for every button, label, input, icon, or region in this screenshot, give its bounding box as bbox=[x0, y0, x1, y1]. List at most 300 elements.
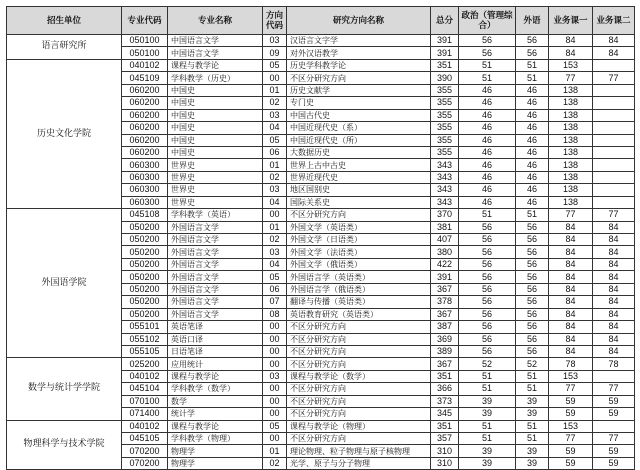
politics-score-cell: 39 bbox=[459, 395, 516, 407]
direction-code-cell: 02 bbox=[263, 97, 287, 109]
major-code-cell: 050200 bbox=[122, 308, 168, 320]
header-subject-one: 业务课一 bbox=[549, 7, 593, 35]
foreign-language-score-cell: 56 bbox=[516, 345, 549, 357]
unit-cell: 外国语学院 bbox=[7, 209, 122, 358]
direction-name-cell: 理论物理、粒子物理与原子核物理 bbox=[287, 445, 431, 457]
subject-two-score-cell: 84 bbox=[593, 258, 635, 270]
politics-score-cell: 46 bbox=[459, 109, 516, 121]
major-name-cell: 英语笔译 bbox=[168, 321, 263, 333]
direction-code-cell: 06 bbox=[263, 283, 287, 295]
subject-two-score-cell bbox=[593, 109, 635, 121]
major-name-cell: 物理学 bbox=[168, 457, 263, 469]
direction-name-cell: 外国语言学（俄语类） bbox=[287, 283, 431, 295]
subject-one-score-cell: 84 bbox=[549, 246, 593, 258]
direction-name-cell: 光学、原子与分子物理 bbox=[287, 457, 431, 469]
politics-score-cell: 46 bbox=[459, 97, 516, 109]
major-code-cell: 025200 bbox=[122, 358, 168, 370]
politics-score-cell: 39 bbox=[459, 408, 516, 420]
subject-two-score-cell: 84 bbox=[593, 47, 635, 59]
major-name-cell: 中国史 bbox=[168, 122, 263, 134]
total-score-cell: 355 bbox=[431, 122, 459, 134]
major-name-cell: 英语口译 bbox=[168, 333, 263, 345]
total-score-cell: 310 bbox=[431, 457, 459, 469]
major-name-cell: 课程与教学论 bbox=[168, 59, 263, 71]
foreign-language-score-cell: 46 bbox=[516, 84, 549, 96]
politics-score-cell: 56 bbox=[459, 308, 516, 320]
subject-two-score-cell: 77 bbox=[593, 383, 635, 395]
foreign-language-score-cell: 56 bbox=[516, 234, 549, 246]
direction-name-cell: 汉语言文字学 bbox=[287, 35, 431, 47]
total-score-cell: 345 bbox=[431, 408, 459, 420]
direction-name-cell: 外国文学（英语类） bbox=[287, 221, 431, 233]
table-row bbox=[7, 420, 635, 432]
subject-one-score-cell: 138 bbox=[549, 196, 593, 208]
major-code-cell: 050100 bbox=[122, 35, 168, 47]
direction-name-cell: 地区国别史 bbox=[287, 184, 431, 196]
major-name-cell: 外国语言文学 bbox=[168, 296, 263, 308]
major-code-cell: 045109 bbox=[122, 72, 168, 84]
direction-code-cell: 09 bbox=[263, 47, 287, 59]
foreign-language-score-cell: 56 bbox=[516, 258, 549, 270]
major-code-cell: 050200 bbox=[122, 271, 168, 283]
subject-one-score-cell: 138 bbox=[549, 109, 593, 121]
direction-name-cell: 不区分研究方向 bbox=[287, 395, 431, 407]
total-score-cell: 310 bbox=[431, 445, 459, 457]
politics-score-cell: 56 bbox=[459, 296, 516, 308]
total-score-cell: 381 bbox=[431, 221, 459, 233]
foreign-language-score-cell: 56 bbox=[516, 221, 549, 233]
header-row bbox=[7, 7, 635, 35]
direction-name-cell: 翻译与传播（英语类） bbox=[287, 296, 431, 308]
major-name-cell: 中国史 bbox=[168, 134, 263, 146]
direction-code-cell: 02 bbox=[263, 234, 287, 246]
major-name-cell: 外国语言文学 bbox=[168, 234, 263, 246]
foreign-language-score-cell: 46 bbox=[516, 146, 549, 158]
direction-code-cell: 04 bbox=[263, 258, 287, 270]
subject-one-score-cell: 59 bbox=[549, 445, 593, 457]
header-subject-two: 业务课二 bbox=[593, 7, 635, 35]
major-code-cell: 050200 bbox=[122, 283, 168, 295]
subject-two-score-cell: 59 bbox=[593, 408, 635, 420]
subject-two-score-cell bbox=[593, 196, 635, 208]
direction-name-cell: 不区分研究方向 bbox=[287, 433, 431, 445]
direction-name-cell: 外国语言学（英语类） bbox=[287, 271, 431, 283]
direction-name-cell: 外国文学（俄语类） bbox=[287, 258, 431, 270]
major-name-cell: 中国史 bbox=[168, 97, 263, 109]
direction-name-cell: 不区分研究方向 bbox=[287, 345, 431, 357]
major-name-cell: 世界史 bbox=[168, 184, 263, 196]
major-code-cell: 070200 bbox=[122, 445, 168, 457]
table-row bbox=[7, 358, 635, 370]
total-score-cell: 390 bbox=[431, 72, 459, 84]
foreign-language-score-cell: 46 bbox=[516, 184, 549, 196]
politics-score-cell: 56 bbox=[459, 345, 516, 357]
major-code-cell: 040102 bbox=[122, 370, 168, 382]
total-score-cell: 343 bbox=[431, 159, 459, 171]
politics-score-cell: 56 bbox=[459, 221, 516, 233]
politics-score-cell: 46 bbox=[459, 134, 516, 146]
foreign-language-score-cell: 52 bbox=[516, 358, 549, 370]
foreign-language-score-cell: 56 bbox=[516, 333, 549, 345]
unit-cell: 历史文化学院 bbox=[7, 59, 122, 208]
direction-code-cell: 00 bbox=[263, 333, 287, 345]
major-code-cell: 055102 bbox=[122, 333, 168, 345]
politics-score-cell: 46 bbox=[459, 184, 516, 196]
direction-code-cell: 00 bbox=[263, 433, 287, 445]
direction-name-cell: 中国近现代史（系） bbox=[287, 122, 431, 134]
foreign-language-score-cell: 56 bbox=[516, 47, 549, 59]
major-code-cell: 040102 bbox=[122, 59, 168, 71]
direction-code-cell: 05 bbox=[263, 271, 287, 283]
major-name-cell: 中国语言文学 bbox=[168, 47, 263, 59]
major-code-cell: 050200 bbox=[122, 258, 168, 270]
foreign-language-score-cell: 56 bbox=[516, 283, 549, 295]
politics-score-cell: 56 bbox=[459, 234, 516, 246]
major-code-cell: 060300 bbox=[122, 159, 168, 171]
admission-score-table bbox=[6, 6, 635, 470]
direction-name-cell: 对外汉语教学 bbox=[287, 47, 431, 59]
subject-one-score-cell: 84 bbox=[549, 258, 593, 270]
subject-two-score-cell: 84 bbox=[593, 283, 635, 295]
table-row bbox=[7, 209, 635, 221]
direction-code-cell: 03 bbox=[263, 35, 287, 47]
subject-one-score-cell: 138 bbox=[549, 146, 593, 158]
foreign-language-score-cell: 56 bbox=[516, 35, 549, 47]
direction-name-cell: 历史文献学 bbox=[287, 84, 431, 96]
header-total: 总分 bbox=[431, 7, 459, 35]
major-code-cell: 060200 bbox=[122, 122, 168, 134]
direction-code-cell: 02 bbox=[263, 171, 287, 183]
direction-code-cell: 01 bbox=[263, 84, 287, 96]
major-code-cell: 055101 bbox=[122, 321, 168, 333]
subject-one-score-cell: 59 bbox=[549, 395, 593, 407]
subject-one-score-cell: 84 bbox=[549, 271, 593, 283]
foreign-language-score-cell: 51 bbox=[516, 383, 549, 395]
direction-code-cell: 03 bbox=[263, 184, 287, 196]
foreign-language-score-cell: 39 bbox=[516, 445, 549, 457]
politics-score-cell: 51 bbox=[459, 370, 516, 382]
subject-two-score-cell: 84 bbox=[593, 246, 635, 258]
foreign-language-score-cell: 46 bbox=[516, 159, 549, 171]
total-score-cell: 391 bbox=[431, 35, 459, 47]
header-major-name: 专业名称 bbox=[168, 7, 263, 35]
major-name-cell: 物理学 bbox=[168, 445, 263, 457]
subject-two-score-cell bbox=[593, 122, 635, 134]
major-code-cell: 060300 bbox=[122, 184, 168, 196]
subject-one-score-cell: 84 bbox=[549, 283, 593, 295]
subject-two-score-cell bbox=[593, 171, 635, 183]
major-name-cell: 中国语言文学 bbox=[168, 35, 263, 47]
direction-name-cell: 中国古代史 bbox=[287, 109, 431, 121]
major-code-cell: 045108 bbox=[122, 209, 168, 221]
subject-two-score-cell: 84 bbox=[593, 333, 635, 345]
foreign-language-score-cell: 39 bbox=[516, 408, 549, 420]
foreign-language-score-cell: 46 bbox=[516, 134, 549, 146]
politics-score-cell: 46 bbox=[459, 122, 516, 134]
direction-name-cell: 英语教育研究（英语类） bbox=[287, 308, 431, 320]
subject-two-score-cell: 84 bbox=[593, 35, 635, 47]
politics-score-cell: 51 bbox=[459, 433, 516, 445]
politics-score-cell: 56 bbox=[459, 47, 516, 59]
foreign-language-score-cell: 51 bbox=[516, 209, 549, 221]
total-score-cell: 422 bbox=[431, 258, 459, 270]
major-name-cell: 课程与教学论 bbox=[168, 420, 263, 432]
direction-name-cell: 不区分研究方向 bbox=[287, 408, 431, 420]
major-name-cell: 统计学 bbox=[168, 408, 263, 420]
major-code-cell: 050200 bbox=[122, 221, 168, 233]
direction-code-cell: 00 bbox=[263, 209, 287, 221]
major-code-cell: 050200 bbox=[122, 246, 168, 258]
subject-one-score-cell: 138 bbox=[549, 184, 593, 196]
direction-code-cell: 00 bbox=[263, 408, 287, 420]
subject-two-score-cell bbox=[593, 184, 635, 196]
total-score-cell: 370 bbox=[431, 209, 459, 221]
politics-score-cell: 51 bbox=[459, 383, 516, 395]
direction-code-cell: 00 bbox=[263, 395, 287, 407]
subject-two-score-cell: 59 bbox=[593, 395, 635, 407]
foreign-language-score-cell: 56 bbox=[516, 271, 549, 283]
politics-score-cell: 51 bbox=[459, 72, 516, 84]
major-code-cell: 045105 bbox=[122, 433, 168, 445]
major-name-cell: 学科教学（数学） bbox=[168, 383, 263, 395]
subject-two-score-cell bbox=[593, 59, 635, 71]
subject-one-score-cell: 59 bbox=[549, 408, 593, 420]
header-major-code: 专业代码 bbox=[122, 7, 168, 35]
direction-name-cell: 国际关系史 bbox=[287, 196, 431, 208]
total-score-cell: 369 bbox=[431, 333, 459, 345]
politics-score-cell: 46 bbox=[459, 159, 516, 171]
direction-name-cell: 专门史 bbox=[287, 97, 431, 109]
total-score-cell: 389 bbox=[431, 345, 459, 357]
subject-one-score-cell: 153 bbox=[549, 59, 593, 71]
subject-one-score-cell: 84 bbox=[549, 296, 593, 308]
subject-two-score-cell: 59 bbox=[593, 445, 635, 457]
direction-name-cell: 不区分研究方向 bbox=[287, 72, 431, 84]
foreign-language-score-cell: 51 bbox=[516, 433, 549, 445]
total-score-cell: 343 bbox=[431, 196, 459, 208]
total-score-cell: 391 bbox=[431, 47, 459, 59]
major-name-cell: 学科教学（英语） bbox=[168, 209, 263, 221]
major-name-cell: 学科教学（历史） bbox=[168, 72, 263, 84]
major-name-cell: 外国语言文学 bbox=[168, 258, 263, 270]
header-direction-name: 研究方向名称 bbox=[287, 7, 431, 35]
total-score-cell: 343 bbox=[431, 171, 459, 183]
major-code-cell: 060200 bbox=[122, 109, 168, 121]
direction-code-cell: 05 bbox=[263, 134, 287, 146]
subject-one-score-cell: 84 bbox=[549, 221, 593, 233]
direction-code-cell: 00 bbox=[263, 358, 287, 370]
direction-code-cell: 00 bbox=[263, 383, 287, 395]
direction-code-cell: 07 bbox=[263, 296, 287, 308]
politics-score-cell: 56 bbox=[459, 271, 516, 283]
politics-score-cell: 56 bbox=[459, 258, 516, 270]
direction-name-cell: 不区分研究方向 bbox=[287, 383, 431, 395]
foreign-language-score-cell: 51 bbox=[516, 420, 549, 432]
subject-two-score-cell: 84 bbox=[593, 296, 635, 308]
subject-two-score-cell: 78 bbox=[593, 358, 635, 370]
direction-name-cell: 历史学科教学论 bbox=[287, 59, 431, 71]
total-score-cell: 367 bbox=[431, 308, 459, 320]
header-direction-code: 方向代码 bbox=[263, 7, 287, 35]
major-name-cell: 应用统计 bbox=[168, 358, 263, 370]
subject-one-score-cell: 78 bbox=[549, 358, 593, 370]
politics-score-cell: 56 bbox=[459, 246, 516, 258]
direction-name-cell: 大数据历史 bbox=[287, 146, 431, 158]
direction-name-cell: 外国文学（法语类） bbox=[287, 246, 431, 258]
total-score-cell: 391 bbox=[431, 271, 459, 283]
subject-one-score-cell: 77 bbox=[549, 72, 593, 84]
major-code-cell: 060200 bbox=[122, 134, 168, 146]
direction-name-cell: 外国文学（日语类） bbox=[287, 234, 431, 246]
foreign-language-score-cell: 46 bbox=[516, 122, 549, 134]
subject-two-score-cell bbox=[593, 420, 635, 432]
subject-two-score-cell: 59 bbox=[593, 457, 635, 469]
direction-code-cell: 04 bbox=[263, 196, 287, 208]
direction-name-cell: 世界近现代史 bbox=[287, 171, 431, 183]
politics-score-cell: 46 bbox=[459, 196, 516, 208]
major-name-cell: 外国语言文学 bbox=[168, 246, 263, 258]
direction-code-cell: 01 bbox=[263, 221, 287, 233]
major-name-cell: 外国语言文学 bbox=[168, 221, 263, 233]
subject-one-score-cell: 84 bbox=[549, 234, 593, 246]
major-code-cell: 071400 bbox=[122, 408, 168, 420]
foreign-language-score-cell: 46 bbox=[516, 196, 549, 208]
foreign-language-score-cell: 46 bbox=[516, 97, 549, 109]
header-politics: 政治（管理综合） bbox=[459, 7, 516, 35]
total-score-cell: 373 bbox=[431, 395, 459, 407]
direction-code-cell: 01 bbox=[263, 159, 287, 171]
major-name-cell: 中国史 bbox=[168, 109, 263, 121]
major-code-cell: 070100 bbox=[122, 395, 168, 407]
foreign-language-score-cell: 56 bbox=[516, 246, 549, 258]
subject-one-score-cell: 77 bbox=[549, 433, 593, 445]
table-row bbox=[7, 59, 635, 71]
direction-code-cell: 08 bbox=[263, 308, 287, 320]
total-score-cell: 355 bbox=[431, 134, 459, 146]
total-score-cell: 367 bbox=[431, 283, 459, 295]
politics-score-cell: 39 bbox=[459, 445, 516, 457]
major-code-cell: 060300 bbox=[122, 196, 168, 208]
table-header bbox=[7, 7, 635, 35]
subject-one-score-cell: 77 bbox=[549, 209, 593, 221]
politics-score-cell: 56 bbox=[459, 35, 516, 47]
subject-one-score-cell: 138 bbox=[549, 171, 593, 183]
direction-code-cell: 03 bbox=[263, 246, 287, 258]
subject-two-score-cell: 84 bbox=[593, 345, 635, 357]
major-name-cell: 数学 bbox=[168, 395, 263, 407]
politics-score-cell: 46 bbox=[459, 84, 516, 96]
total-score-cell: 380 bbox=[431, 246, 459, 258]
major-name-cell: 中国史 bbox=[168, 84, 263, 96]
politics-score-cell: 52 bbox=[459, 358, 516, 370]
direction-code-cell: 05 bbox=[263, 420, 287, 432]
major-code-cell: 060300 bbox=[122, 171, 168, 183]
direction-name-cell: 不区分研究方向 bbox=[287, 333, 431, 345]
subject-one-score-cell: 59 bbox=[549, 457, 593, 469]
table-body bbox=[7, 35, 635, 470]
foreign-language-score-cell: 56 bbox=[516, 296, 549, 308]
total-score-cell: 366 bbox=[431, 383, 459, 395]
total-score-cell: 351 bbox=[431, 420, 459, 432]
major-code-cell: 060200 bbox=[122, 146, 168, 158]
politics-score-cell: 51 bbox=[459, 420, 516, 432]
major-name-cell: 课程与教学论 bbox=[168, 370, 263, 382]
subject-two-score-cell bbox=[593, 370, 635, 382]
subject-one-score-cell: 138 bbox=[549, 122, 593, 134]
major-code-cell: 050200 bbox=[122, 296, 168, 308]
major-name-cell: 世界史 bbox=[168, 159, 263, 171]
subject-two-score-cell: 77 bbox=[593, 209, 635, 221]
unit-cell: 语言研究所 bbox=[7, 35, 122, 60]
subject-one-score-cell: 84 bbox=[549, 35, 593, 47]
major-code-cell: 050100 bbox=[122, 47, 168, 59]
subject-two-score-cell: 84 bbox=[593, 308, 635, 320]
direction-code-cell: 01 bbox=[263, 445, 287, 457]
politics-score-cell: 56 bbox=[459, 333, 516, 345]
direction-name-cell: 不区分研究方向 bbox=[287, 321, 431, 333]
politics-score-cell: 56 bbox=[459, 321, 516, 333]
subject-one-score-cell: 138 bbox=[549, 97, 593, 109]
direction-code-cell: 00 bbox=[263, 72, 287, 84]
major-name-cell: 外国语言文学 bbox=[168, 308, 263, 320]
admission-score-table-container bbox=[6, 6, 634, 470]
direction-name-cell: 不区分研究方向 bbox=[287, 358, 431, 370]
subject-one-score-cell: 138 bbox=[549, 84, 593, 96]
total-score-cell: 355 bbox=[431, 97, 459, 109]
foreign-language-score-cell: 46 bbox=[516, 171, 549, 183]
politics-score-cell: 39 bbox=[459, 457, 516, 469]
total-score-cell: 357 bbox=[431, 433, 459, 445]
foreign-language-score-cell: 39 bbox=[516, 395, 549, 407]
direction-code-cell: 03 bbox=[263, 370, 287, 382]
subject-two-score-cell bbox=[593, 159, 635, 171]
direction-name-cell: 不区分研究方向 bbox=[287, 209, 431, 221]
major-code-cell: 060200 bbox=[122, 84, 168, 96]
subject-one-score-cell: 138 bbox=[549, 134, 593, 146]
subject-two-score-cell: 84 bbox=[593, 221, 635, 233]
major-name-cell: 世界史 bbox=[168, 171, 263, 183]
direction-code-cell: 00 bbox=[263, 345, 287, 357]
total-score-cell: 351 bbox=[431, 59, 459, 71]
major-name-cell: 学科教学（物理） bbox=[168, 433, 263, 445]
subject-one-score-cell: 138 bbox=[549, 159, 593, 171]
subject-two-score-cell bbox=[593, 97, 635, 109]
direction-code-cell: 04 bbox=[263, 122, 287, 134]
subject-one-score-cell: 84 bbox=[549, 345, 593, 357]
subject-two-score-cell: 84 bbox=[593, 321, 635, 333]
direction-name-cell: 中国近现代史（所） bbox=[287, 134, 431, 146]
total-score-cell: 351 bbox=[431, 370, 459, 382]
major-name-cell: 日语笔译 bbox=[168, 345, 263, 357]
header-unit: 招生单位 bbox=[7, 7, 122, 35]
subject-one-score-cell: 84 bbox=[549, 47, 593, 59]
politics-score-cell: 56 bbox=[459, 283, 516, 295]
subject-two-score-cell bbox=[593, 84, 635, 96]
politics-score-cell: 51 bbox=[459, 209, 516, 221]
foreign-language-score-cell: 56 bbox=[516, 308, 549, 320]
direction-name-cell: 世界上古中古史 bbox=[287, 159, 431, 171]
foreign-language-score-cell: 51 bbox=[516, 370, 549, 382]
subject-two-score-cell: 77 bbox=[593, 433, 635, 445]
direction-code-cell: 05 bbox=[263, 59, 287, 71]
total-score-cell: 343 bbox=[431, 184, 459, 196]
total-score-cell: 367 bbox=[431, 358, 459, 370]
major-code-cell: 070200 bbox=[122, 457, 168, 469]
foreign-language-score-cell: 46 bbox=[516, 109, 549, 121]
subject-one-score-cell: 84 bbox=[549, 333, 593, 345]
major-name-cell: 外国语言文学 bbox=[168, 271, 263, 283]
subject-one-score-cell: 84 bbox=[549, 308, 593, 320]
